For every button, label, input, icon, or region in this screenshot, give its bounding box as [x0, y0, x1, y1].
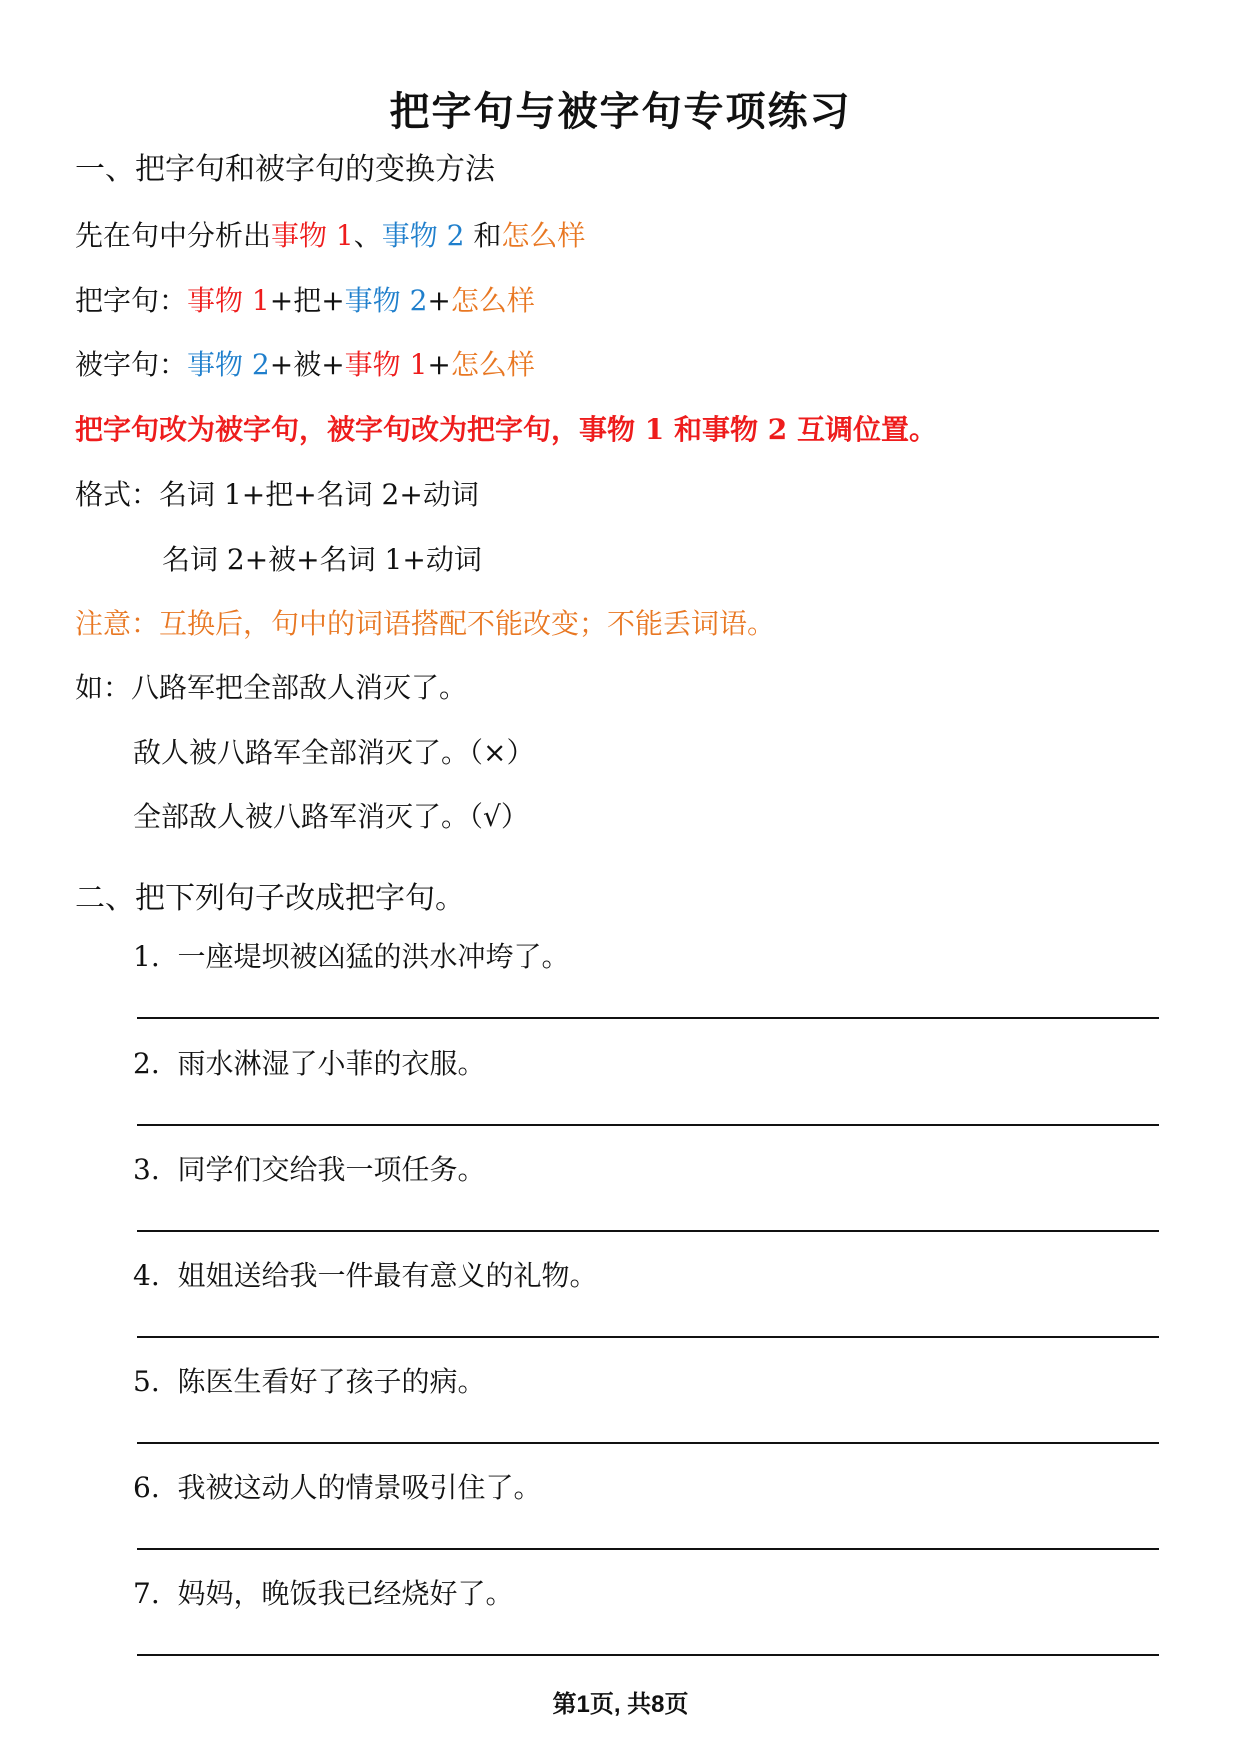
- analyze-line: [75, 216, 585, 256]
- thing2-label: 事物 2: [381, 219, 465, 252]
- exercise-text: 我被这动人的情景吸引住了。: [177, 1471, 542, 1504]
- bei-connector: +被+: [269, 348, 345, 381]
- ba-how: 怎么样: [450, 284, 535, 317]
- thing1-label: 事物 1: [271, 219, 354, 252]
- answer-line[interactable]: [137, 1124, 1159, 1126]
- ba-sentence-formula: [75, 281, 535, 321]
- section1-heading: 一、把字句和被字句的变换方法: [75, 152, 495, 187]
- exercise-number: 4.: [133, 1259, 160, 1292]
- exercise-item: [133, 1468, 542, 1508]
- ba-label: 把字句：: [75, 284, 188, 317]
- analyze-prefix: 先在句中分析出: [75, 219, 272, 252]
- exercise-item: [133, 1150, 486, 1190]
- exercise-item: [133, 1362, 486, 1402]
- bei-plus: +: [427, 348, 451, 381]
- exercise-item: [133, 937, 570, 977]
- exercise-number: 6.: [133, 1471, 160, 1504]
- format-ba: 名词 1+把+名词 2+动词: [159, 478, 479, 511]
- exercise-item: [133, 1574, 514, 1614]
- format-label: 格式：: [75, 478, 160, 511]
- exercise-text: 一座堤坝被凶猛的洪水冲垮了。: [177, 940, 570, 973]
- format-bei: 名词 2+被+名词 1+动词: [162, 543, 482, 576]
- ba-thing2: 事物 2: [344, 284, 428, 317]
- exercise-text: 姐姐送给我一件最有意义的礼物。: [177, 1259, 598, 1292]
- bei-thing1: 事物 1: [344, 348, 428, 381]
- exercise-number: 2.: [133, 1047, 160, 1080]
- exercise-text: 陈医生看好了孩子的病。: [177, 1365, 486, 1398]
- answer-line[interactable]: [137, 1336, 1159, 1338]
- exercise-number: 5.: [133, 1365, 160, 1398]
- exercise-number: 7.: [133, 1577, 160, 1610]
- conversion-rule: 把字句改为被字句，被字句改为把字句，事物 1 和事物 2 互调位置。: [75, 413, 937, 446]
- answer-line[interactable]: [137, 1017, 1159, 1019]
- ba-thing1: 事物 1: [187, 284, 270, 317]
- example-sentence: 八路军把全部敌人消灭了。: [131, 671, 468, 704]
- exercise-number: 1.: [133, 940, 160, 973]
- exercise-number: 3.: [133, 1153, 160, 1186]
- answer-line[interactable]: [137, 1654, 1159, 1656]
- answer-line[interactable]: [137, 1548, 1159, 1550]
- format-line-1: [75, 475, 479, 515]
- bei-sentence-formula: [75, 345, 535, 385]
- answer-line[interactable]: [137, 1442, 1159, 1444]
- section2-heading: 二、把下列句子改成把字句。: [75, 881, 465, 916]
- how-label: 怎么样: [501, 219, 586, 252]
- ba-connector: +把+: [269, 284, 345, 317]
- exercise-item: [133, 1256, 598, 1296]
- exercise-text: 妈妈，晚饭我已经烧好了。: [177, 1577, 514, 1610]
- ba-plus: +: [427, 284, 451, 317]
- exercise-text: 同学们交给我一项任务。: [177, 1153, 486, 1186]
- page-title: 把字句与被字句专项练习: [389, 88, 852, 135]
- bei-how: 怎么样: [450, 348, 535, 381]
- bei-label: 被字句：: [75, 348, 188, 381]
- exercise-item: [133, 1044, 486, 1084]
- example-wrong: 敌人被八路军全部消灭了。（×）: [133, 736, 535, 769]
- example-right: 全部敌人被八路军消灭了。（√）: [133, 800, 529, 833]
- page-footer: 第1页, 共8页: [552, 1691, 689, 1718]
- analyze-sep: 、: [353, 219, 382, 252]
- bei-thing2: 事物 2: [187, 348, 270, 381]
- exercise-text: 雨水淋湿了小菲的衣服。: [177, 1047, 486, 1080]
- answer-line[interactable]: [137, 1230, 1159, 1232]
- analyze-and: 和: [464, 219, 502, 252]
- example-line: [75, 668, 467, 708]
- example-label: 如：: [75, 671, 132, 704]
- note: 注意：互换后，句中的词语搭配不能改变；不能丢词语。: [75, 607, 776, 640]
